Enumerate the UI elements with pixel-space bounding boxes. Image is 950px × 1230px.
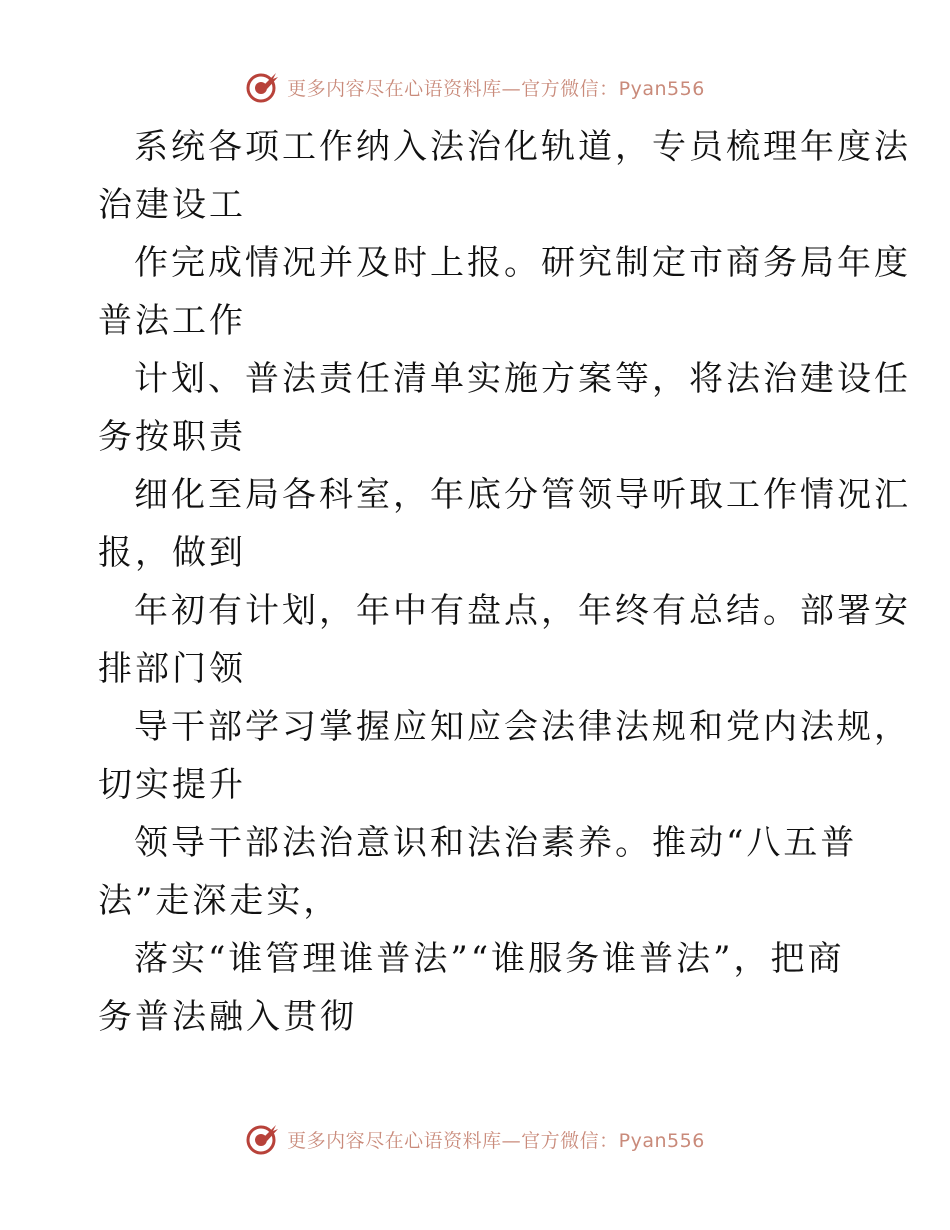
footer-watermark [0,1122,950,1156]
document-body [98,118,911,1046]
paragraph-5: 年初有计划，年中有盘点，年终有总结。部署安 排部门领 [98,591,911,689]
header-watermark [0,70,950,104]
paragraph-1: 系统各项工作纳入法治化轨道，专员梳理年度法 治建设工 [98,127,911,225]
paragraph-8: 落实“谁管理谁普法”“谁服务谁普法”，把商 务普法融入贯彻 [98,939,845,1037]
quill-logo-icon [245,70,279,104]
paragraph-7: 领导干部法治意识和法治素养。推动“八五普 法”走深走实， [98,823,858,921]
paragraph-3: 计划、普法责任清单实施方案等，将法治建设任 务按职责 [98,359,911,457]
paragraph-6: 导干部学习掌握应知应会法律法规和党内法规， 切实提升 [98,707,911,805]
paragraph-2: 作完成情况并及时上报。研究制定市商务局年度 普法工作 [98,243,911,341]
paragraph-4: 细化至局各科室，年底分管领导听取工作情况汇 报，做到 [98,475,911,573]
quill-logo-icon [245,1122,279,1156]
watermark-text: 更多内容尽在心语资料库—官方微信：Pyan556 [287,1129,705,1152]
watermark-text: 更多内容尽在心语资料库—官方微信：Pyan556 [287,77,705,100]
